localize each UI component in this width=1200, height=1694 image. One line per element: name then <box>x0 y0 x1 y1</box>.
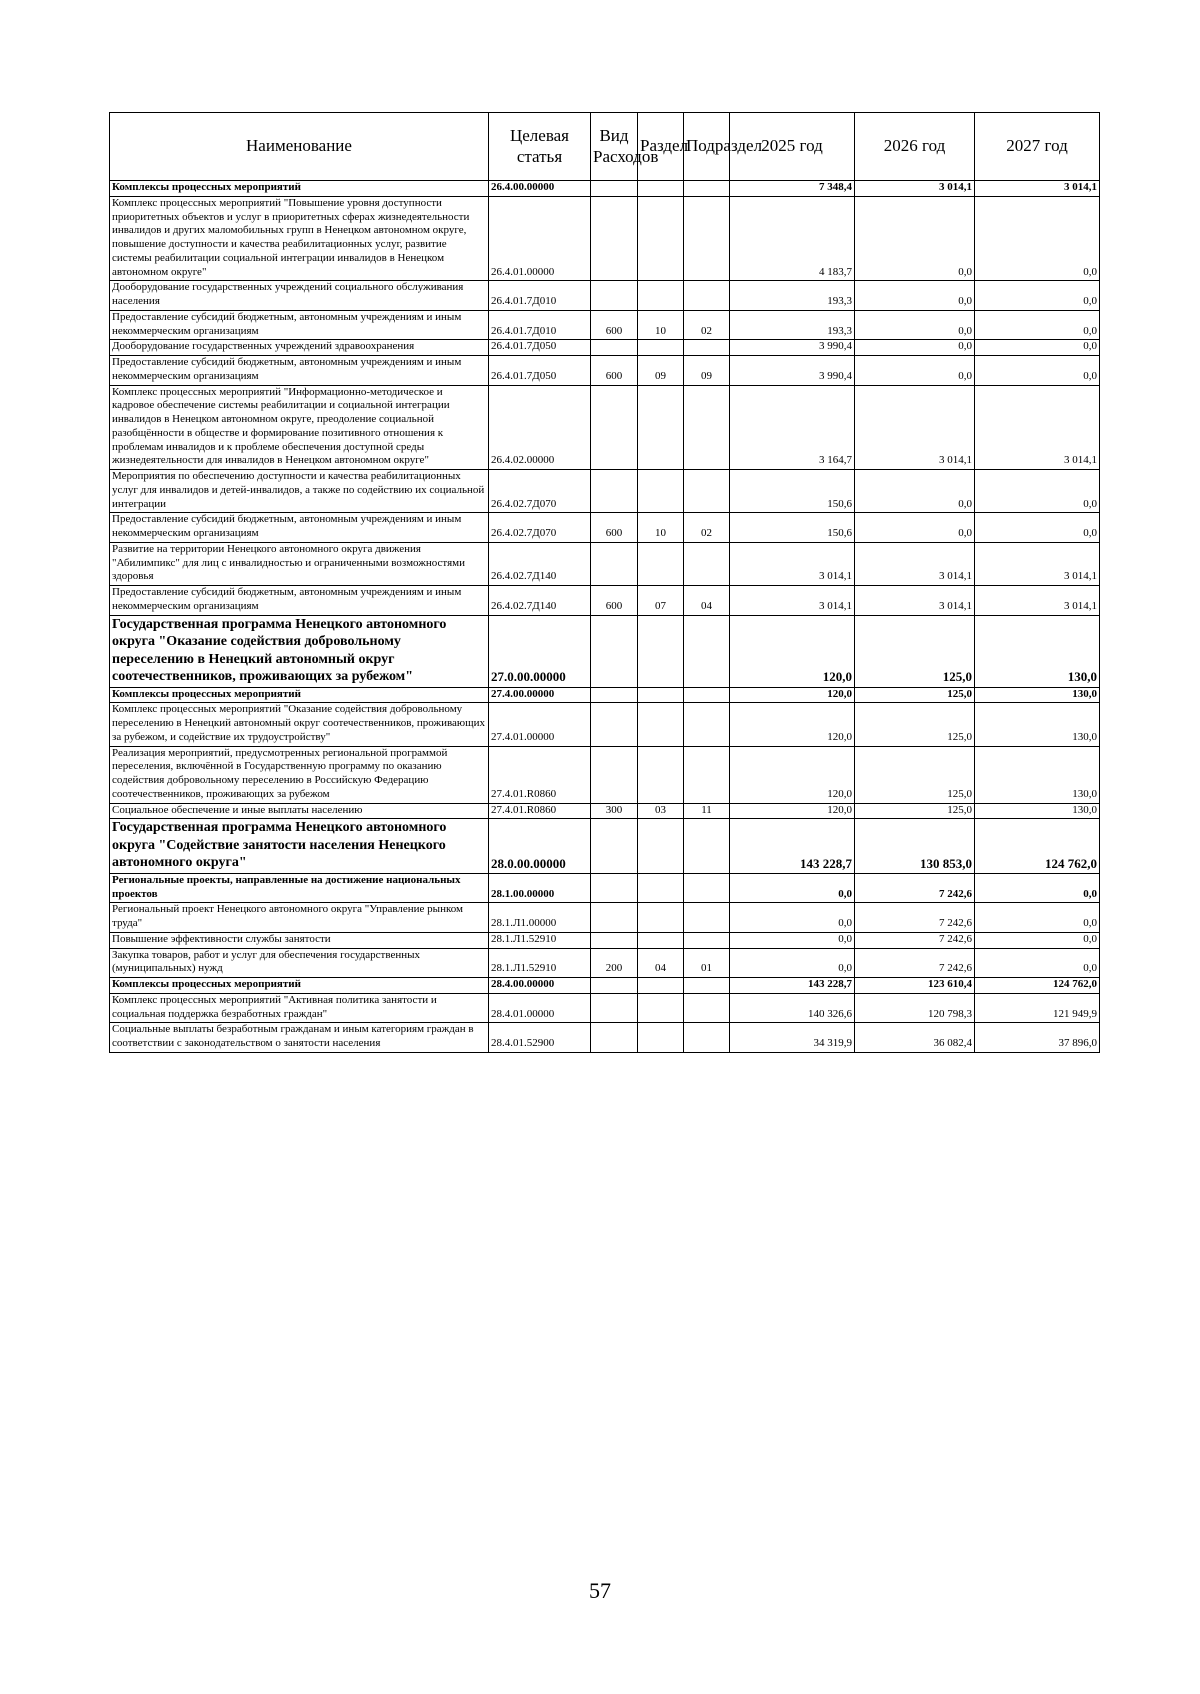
subsection-cell: 02 <box>684 310 730 340</box>
name-cell: Комплекс процессных мероприятий "Активная политика занятости и социальная поддержка безработных граждан" <box>110 993 489 1023</box>
table-row <box>110 903 1100 933</box>
amount-2025-cell: 0,0 <box>730 903 855 933</box>
subsection-cell <box>684 819 730 874</box>
name-cell: Реализация мероприятий, предусмотренных региональной программой переселения, включённой в Государственную программу по оказанию содействия добровольному переселению в Российскую Федерацию соотечественников, проживающих за рубежом <box>110 746 489 803</box>
amount-2027-cell: 0,0 <box>975 356 1100 386</box>
table-row <box>110 703 1100 746</box>
section-cell: 09 <box>638 356 684 386</box>
amount-2026-cell: 3 014,1 <box>855 385 975 470</box>
target-code-cell: 28.1.Л1.00000 <box>489 903 591 933</box>
target-code-cell: 27.4.00.00000 <box>489 687 591 703</box>
target-code-cell: 26.4.01.7Д050 <box>489 356 591 386</box>
amount-2026-cell: 36 082,4 <box>855 1023 975 1053</box>
amount-2026-cell: 0,0 <box>855 340 975 356</box>
name-cell: Дооборудование государственных учреждений социального обслуживания населения <box>110 281 489 311</box>
section-cell <box>638 181 684 197</box>
table-row <box>110 513 1100 543</box>
name-cell: Региональный проект Ненецкого автономного округа "Управление рынком труда" <box>110 903 489 933</box>
header-row <box>110 113 1100 181</box>
amount-2027-cell: 0,0 <box>975 310 1100 340</box>
expense-type-cell <box>591 978 638 994</box>
target-code-cell: 27.4.01.00000 <box>489 703 591 746</box>
name-cell: Комплексы процессных мероприятий <box>110 181 489 197</box>
subsection-cell <box>684 993 730 1023</box>
amount-2027-cell: 0,0 <box>975 513 1100 543</box>
subsection-cell: 09 <box>684 356 730 386</box>
amount-2026-cell: 0,0 <box>855 281 975 311</box>
table-row <box>110 687 1100 703</box>
name-cell: Комплекс процессных мероприятий "Оказание содействия добровольному переселению в Ненецкий автономный округ соотечественников, проживающих за рубежом, и содействие их трудоустройству" <box>110 703 489 746</box>
amount-2027-cell: 130,0 <box>975 746 1100 803</box>
budget-table <box>109 112 1100 1053</box>
target-code-cell: 28.1.00.00000 <box>489 873 591 903</box>
amount-2026-cell: 125,0 <box>855 703 975 746</box>
name-cell: Предоставление субсидий бюджетным, автономным учреждениям и иным некоммерческим организациям <box>110 356 489 386</box>
table-row <box>110 310 1100 340</box>
table-row <box>110 196 1100 281</box>
table-row <box>110 993 1100 1023</box>
table-row <box>110 932 1100 948</box>
subsection-cell <box>684 746 730 803</box>
target-code-cell: 27.4.01.R0860 <box>489 803 591 819</box>
table-row <box>110 340 1100 356</box>
amount-2026-cell: 0,0 <box>855 513 975 543</box>
target-code-cell: 27.0.00.00000 <box>489 615 591 687</box>
subsection-cell <box>684 196 730 281</box>
table-row <box>110 470 1100 513</box>
table-row <box>110 181 1100 197</box>
name-cell: Региональные проекты, направленные на достижение национальных проектов <box>110 873 489 903</box>
subsection-cell <box>684 340 730 356</box>
expense-type-cell <box>591 746 638 803</box>
table-row <box>110 803 1100 819</box>
header-name: Наименование <box>110 113 489 181</box>
subsection-cell <box>684 281 730 311</box>
subsection-cell <box>684 932 730 948</box>
section-cell <box>638 746 684 803</box>
amount-2026-cell: 0,0 <box>855 196 975 281</box>
amount-2027-cell: 130,0 <box>975 703 1100 746</box>
subsection-cell <box>684 181 730 197</box>
amount-2026-cell: 7 242,6 <box>855 873 975 903</box>
target-code-cell: 26.4.01.7Д010 <box>489 281 591 311</box>
amount-2025-cell: 120,0 <box>730 803 855 819</box>
expense-type-cell: 600 <box>591 513 638 543</box>
table-row <box>110 586 1100 616</box>
table-row <box>110 746 1100 803</box>
amount-2027-cell: 3 014,1 <box>975 586 1100 616</box>
table-row <box>110 948 1100 978</box>
page-number: 57 <box>589 1578 611 1603</box>
table-row <box>110 281 1100 311</box>
section-cell <box>638 615 684 687</box>
name-cell: Государственная программа Ненецкого автономного округа "Оказание содействия добровольному переселению в Ненецкий автономный округ соотечественников, проживающих за рубежом" <box>110 615 489 687</box>
target-code-cell: 26.4.02.7Д070 <box>489 513 591 543</box>
target-code-cell: 26.4.02.7Д140 <box>489 586 591 616</box>
target-code-cell: 27.4.01.R0860 <box>489 746 591 803</box>
name-cell: Комплекс процессных мероприятий "Информационно-методическое и кадровое обеспечение системы реабилитации и социальной интеграции инвалидов в Ненецком автономном округе, преодоление социальной разобщённости в обществе и формирование позитивного отношения к проблемам инвалидов и к проблеме обеспечения доступной среды жизнедеятельности для инвалидов в Ненецком автономном округе" <box>110 385 489 470</box>
amount-2025-cell: 150,6 <box>730 513 855 543</box>
amount-2026-cell: 125,0 <box>855 615 975 687</box>
subsection-cell <box>684 873 730 903</box>
amount-2026-cell: 3 014,1 <box>855 586 975 616</box>
subsection-cell <box>684 542 730 585</box>
name-cell: Комплексы процессных мероприятий <box>110 687 489 703</box>
section-cell <box>638 1023 684 1053</box>
amount-2027-cell: 0,0 <box>975 932 1100 948</box>
amount-2026-cell: 0,0 <box>855 470 975 513</box>
header-2025: 2025 год <box>730 113 855 181</box>
expense-type-cell <box>591 542 638 585</box>
target-code-cell: 26.4.02.00000 <box>489 385 591 470</box>
target-code-cell: 26.4.02.7Д140 <box>489 542 591 585</box>
target-code-cell: 26.4.01.7Д050 <box>489 340 591 356</box>
header-2027: 2027 год <box>975 113 1100 181</box>
amount-2025-cell: 120,0 <box>730 687 855 703</box>
subsection-cell <box>684 385 730 470</box>
amount-2027-cell: 3 014,1 <box>975 542 1100 585</box>
amount-2025-cell: 120,0 <box>730 746 855 803</box>
amount-2026-cell: 130 853,0 <box>855 819 975 874</box>
section-cell <box>638 873 684 903</box>
section-cell <box>638 819 684 874</box>
amount-2027-cell: 130,0 <box>975 687 1100 703</box>
amount-2026-cell: 125,0 <box>855 687 975 703</box>
expense-type-cell <box>591 703 638 746</box>
target-code-cell: 26.4.01.7Д010 <box>489 310 591 340</box>
amount-2025-cell: 140 326,6 <box>730 993 855 1023</box>
amount-2025-cell: 0,0 <box>730 948 855 978</box>
target-code-cell: 26.4.00.00000 <box>489 181 591 197</box>
amount-2025-cell: 120,0 <box>730 615 855 687</box>
amount-2027-cell: 3 014,1 <box>975 181 1100 197</box>
section-cell <box>638 687 684 703</box>
subsection-cell <box>684 978 730 994</box>
table-row <box>110 615 1100 687</box>
subsection-cell <box>684 615 730 687</box>
table-row <box>110 356 1100 386</box>
expense-type-cell <box>591 615 638 687</box>
expense-type-cell: 600 <box>591 310 638 340</box>
amount-2027-cell: 37 896,0 <box>975 1023 1100 1053</box>
amount-2026-cell: 3 014,1 <box>855 181 975 197</box>
amount-2026-cell: 125,0 <box>855 803 975 819</box>
amount-2025-cell: 143 228,7 <box>730 978 855 994</box>
target-code-cell: 28.4.00.00000 <box>489 978 591 994</box>
subsection-cell: 04 <box>684 586 730 616</box>
amount-2026-cell: 7 242,6 <box>855 903 975 933</box>
section-cell: 04 <box>638 948 684 978</box>
name-cell: Комплекс процессных мероприятий "Повышение уровня доступности приоритетных объектов и услуг в приоритетных сферах жизнедеятельности инвалидов и других маломобильных групп в Ненецком автономном округе, повышение доступности и качества реабилитационных услуг, развитие системы реабилитации социальной интеграции инвалидов в Ненецком автономном округе" <box>110 196 489 281</box>
target-code-cell: 28.4.01.52900 <box>489 1023 591 1053</box>
amount-2025-cell: 0,0 <box>730 873 855 903</box>
amount-2026-cell: 0,0 <box>855 356 975 386</box>
section-cell <box>638 281 684 311</box>
amount-2025-cell: 4 183,7 <box>730 196 855 281</box>
subsection-cell: 01 <box>684 948 730 978</box>
table-row <box>110 542 1100 585</box>
amount-2025-cell: 34 319,9 <box>730 1023 855 1053</box>
header-vid: Вид Расходов <box>591 113 638 181</box>
table-body <box>110 181 1100 1053</box>
expense-type-cell <box>591 181 638 197</box>
amount-2027-cell: 124 762,0 <box>975 978 1100 994</box>
name-cell: Социальное обеспечение и иные выплаты населению <box>110 803 489 819</box>
amount-2027-cell: 121 949,9 <box>975 993 1100 1023</box>
amount-2026-cell: 3 014,1 <box>855 542 975 585</box>
amount-2025-cell: 3 014,1 <box>730 542 855 585</box>
amount-2027-cell: 130,0 <box>975 615 1100 687</box>
amount-2025-cell: 3 014,1 <box>730 586 855 616</box>
expense-type-cell <box>591 993 638 1023</box>
name-cell: Государственная программа Ненецкого автономного округа "Содействие занятости населения Ненецкого автономного округа" <box>110 819 489 874</box>
expense-type-cell <box>591 340 638 356</box>
subsection-cell: 02 <box>684 513 730 543</box>
amount-2026-cell: 123 610,4 <box>855 978 975 994</box>
amount-2027-cell: 130,0 <box>975 803 1100 819</box>
amount-2025-cell: 193,3 <box>730 310 855 340</box>
expense-type-cell <box>591 1023 638 1053</box>
amount-2027-cell: 0,0 <box>975 281 1100 311</box>
table-row <box>110 385 1100 470</box>
header-2026: 2026 год <box>855 113 975 181</box>
amount-2027-cell: 0,0 <box>975 903 1100 933</box>
amount-2025-cell: 150,6 <box>730 470 855 513</box>
section-cell <box>638 340 684 356</box>
target-code-cell: 28.1.Л1.52910 <box>489 932 591 948</box>
table-row <box>110 873 1100 903</box>
amount-2026-cell: 7 242,6 <box>855 932 975 948</box>
name-cell: Предоставление субсидий бюджетным, автономным учреждениям и иным некоммерческим организациям <box>110 586 489 616</box>
section-cell <box>638 470 684 513</box>
section-cell <box>638 932 684 948</box>
section-cell <box>638 903 684 933</box>
subsection-cell <box>684 687 730 703</box>
name-cell: Развитие на территории Ненецкого автономного округа движения "Абилимпикс" для лиц с инвалидностью и ограниченными возможностями здоровья <box>110 542 489 585</box>
amount-2025-cell: 3 990,4 <box>730 340 855 356</box>
expense-type-cell <box>591 687 638 703</box>
amount-2027-cell: 0,0 <box>975 948 1100 978</box>
expense-type-cell <box>591 470 638 513</box>
amount-2027-cell: 0,0 <box>975 340 1100 356</box>
amount-2027-cell: 0,0 <box>975 873 1100 903</box>
name-cell: Комплексы процессных мероприятий <box>110 978 489 994</box>
amount-2026-cell: 0,0 <box>855 310 975 340</box>
name-cell: Предоставление субсидий бюджетным, автономным учреждениям и иным некоммерческим организациям <box>110 513 489 543</box>
expense-type-cell: 600 <box>591 356 638 386</box>
amount-2025-cell: 143 228,7 <box>730 819 855 874</box>
target-code-cell: 28.4.01.00000 <box>489 993 591 1023</box>
name-cell: Дооборудование государственных учреждений здравоохранения <box>110 340 489 356</box>
section-cell: 10 <box>638 513 684 543</box>
name-cell: Мероприятия по обеспечению доступности и качества реабилитационных услуг для инвалидов и детей-инвалидов, а также по содействию их социальной интеграции <box>110 470 489 513</box>
expense-type-cell: 600 <box>591 586 638 616</box>
expense-type-cell <box>591 903 638 933</box>
section-cell <box>638 542 684 585</box>
section-cell <box>638 196 684 281</box>
expense-type-cell <box>591 819 638 874</box>
header-razdel: Раздел <box>638 113 684 181</box>
subsection-cell <box>684 903 730 933</box>
section-cell <box>638 385 684 470</box>
section-cell <box>638 978 684 994</box>
section-cell: 07 <box>638 586 684 616</box>
name-cell: Повышение эффективности службы занятости <box>110 932 489 948</box>
subsection-cell: 11 <box>684 803 730 819</box>
section-cell: 03 <box>638 803 684 819</box>
subsection-cell <box>684 1023 730 1053</box>
section-cell <box>638 703 684 746</box>
subsection-cell <box>684 703 730 746</box>
amount-2026-cell: 7 242,6 <box>855 948 975 978</box>
name-cell: Социальные выплаты безработным гражданам и иным категориям граждан в соответствии с законодательством о занятости населения <box>110 1023 489 1053</box>
table-row <box>110 1023 1100 1053</box>
expense-type-cell <box>591 873 638 903</box>
name-cell: Предоставление субсидий бюджетным, автономным учреждениям и иным некоммерческим организациям <box>110 310 489 340</box>
target-code-cell: 28.1.Л1.52910 <box>489 948 591 978</box>
amount-2025-cell: 0,0 <box>730 932 855 948</box>
amount-2025-cell: 7 348,4 <box>730 181 855 197</box>
target-code-cell: 26.4.01.00000 <box>489 196 591 281</box>
expense-type-cell <box>591 281 638 311</box>
header-target: Целевая статья <box>489 113 591 181</box>
section-cell: 10 <box>638 310 684 340</box>
amount-2025-cell: 120,0 <box>730 703 855 746</box>
subsection-cell <box>684 470 730 513</box>
amount-2027-cell: 0,0 <box>975 470 1100 513</box>
expense-type-cell <box>591 385 638 470</box>
target-code-cell: 28.0.00.00000 <box>489 819 591 874</box>
amount-2025-cell: 193,3 <box>730 281 855 311</box>
amount-2026-cell: 120 798,3 <box>855 993 975 1023</box>
section-cell <box>638 993 684 1023</box>
expense-type-cell <box>591 196 638 281</box>
table-row <box>110 819 1100 874</box>
amount-2025-cell: 3 990,4 <box>730 356 855 386</box>
table-row <box>110 978 1100 994</box>
amount-2027-cell: 124 762,0 <box>975 819 1100 874</box>
header-podrazdel: Подраздел <box>684 113 730 181</box>
target-code-cell: 26.4.02.7Д070 <box>489 470 591 513</box>
expense-type-cell: 300 <box>591 803 638 819</box>
name-cell: Закупка товаров, работ и услуг для обеспечения государственных (муниципальных) нужд <box>110 948 489 978</box>
amount-2027-cell: 0,0 <box>975 196 1100 281</box>
expense-type-cell: 200 <box>591 948 638 978</box>
amount-2026-cell: 125,0 <box>855 746 975 803</box>
amount-2025-cell: 3 164,7 <box>730 385 855 470</box>
amount-2027-cell: 3 014,1 <box>975 385 1100 470</box>
expense-type-cell <box>591 932 638 948</box>
